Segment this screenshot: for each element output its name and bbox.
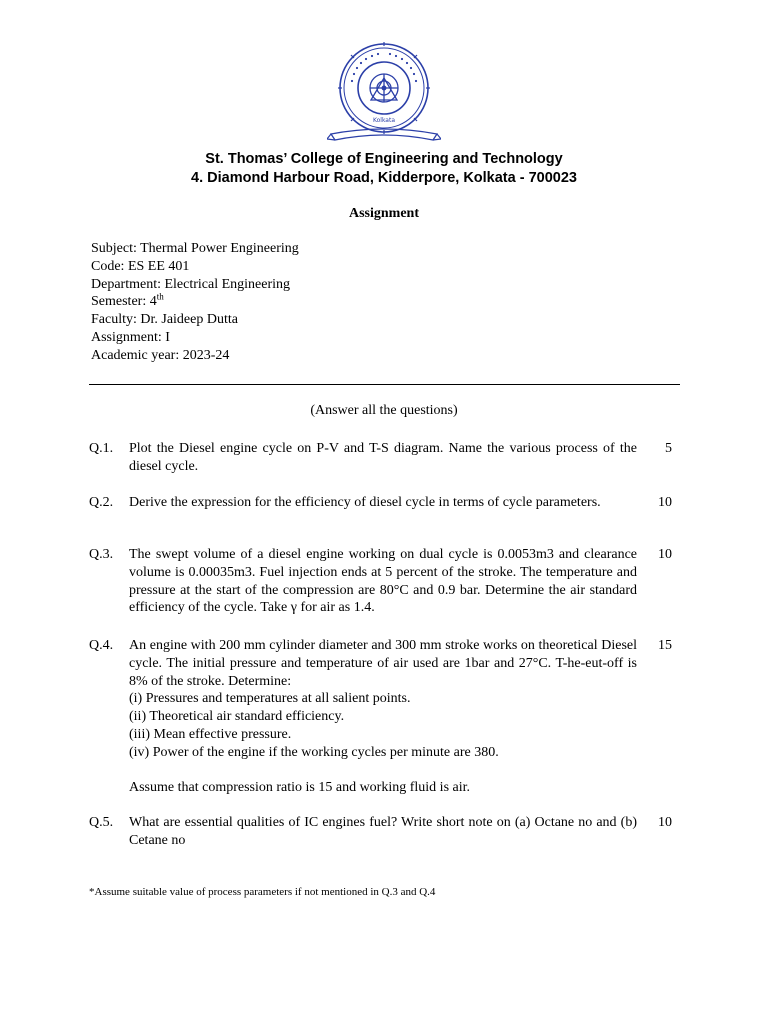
document-title: Assignment — [348, 206, 419, 221]
question-text: What are essential qualities of IC engines fuel? Write short note on (a) Octane no and (b) Cetane no — [129, 815, 637, 848]
question-note: Assume that compression ratio is 15 and working fluid is air. — [129, 780, 471, 796]
question-number: Q.5. — [89, 815, 114, 830]
question-marks: 10 — [658, 495, 672, 510]
horizontal-divider — [89, 384, 680, 385]
sub-item: (ii) Theoretical air standard efficiency. — [129, 709, 345, 725]
assignment-number-line: Assignment: I — [91, 329, 170, 345]
question-text: An engine with 200 mm cylinder diameter and 300 mm stroke works on theoretical Diesel cycle. The initial pressure and temperature of air used are 1bar and 27°C. T-he-eut-off is 8% of the stroke. Determine: — [129, 638, 637, 689]
question-text-block — [129, 637, 637, 797]
semester-superscript: th — [156, 291, 164, 302]
question-text: The swept volume of a diesel engine working on dual cycle is 0.0053m3 and clearance volume is 0.00035m3. Fuel injection ends at 5 percent of the stroke. The temperature and pressure at the start of the compression are 80°C and 0.9 bar. Determine the air standard efficiency of the cycle. Take γ for air as 1.4. — [129, 547, 637, 616]
question-text: Derive the expression for the efficiency of diesel cycle in terms of cycle parameters. — [129, 495, 601, 510]
question-number: Q.1. — [89, 441, 114, 456]
question-number: Q.2. — [89, 495, 114, 510]
footnote: *Assume suitable value of process parameters if not mentioned in Q.3 and Q.4 — [89, 886, 436, 898]
question-number: Q.3. — [89, 547, 114, 562]
college-name: St. Thomas’ College of Engineering and Technology — [205, 151, 563, 167]
semester-text: Semester: 4 — [91, 294, 157, 310]
sub-item: (i) Pressures and temperatures at all salient points. — [129, 691, 411, 707]
code-line: Code: ES EE 401 — [91, 258, 190, 274]
svg-text:Kolkata: Kolkata — [372, 117, 396, 124]
question-marks: 10 — [658, 815, 672, 830]
assignment-info — [91, 240, 299, 365]
sub-item: (iii) Mean effective pressure. — [129, 726, 292, 742]
college-address: 4. Diamond Harbour Road, Kidderpore, Kolkata - 700023 — [191, 170, 577, 186]
subject-line: Subject: Thermal Power Engineering — [91, 241, 299, 256]
faculty-line: Faculty: Dr. Jaideep Dutta — [91, 312, 238, 328]
academic-year-line: Academic year: 2023-24 — [91, 347, 230, 363]
question-text: Plot the Diesel engine cycle on P-V and T-S diagram. Name the various process of the diesel cycle. — [129, 441, 637, 474]
instructions: (Answer all the questions) — [310, 403, 458, 418]
sub-item: (iv) Power of the engine if the working cycles per minute are 380. — [129, 744, 499, 760]
question-number: Q.4. — [89, 638, 114, 653]
college-logo — [327, 40, 441, 146]
question-marks: 5 — [665, 441, 672, 456]
question-marks: 15 — [658, 638, 672, 653]
semester-line — [91, 293, 299, 311]
department-line: Department: Electrical Engineering — [91, 276, 291, 292]
question-marks: 10 — [658, 547, 672, 562]
